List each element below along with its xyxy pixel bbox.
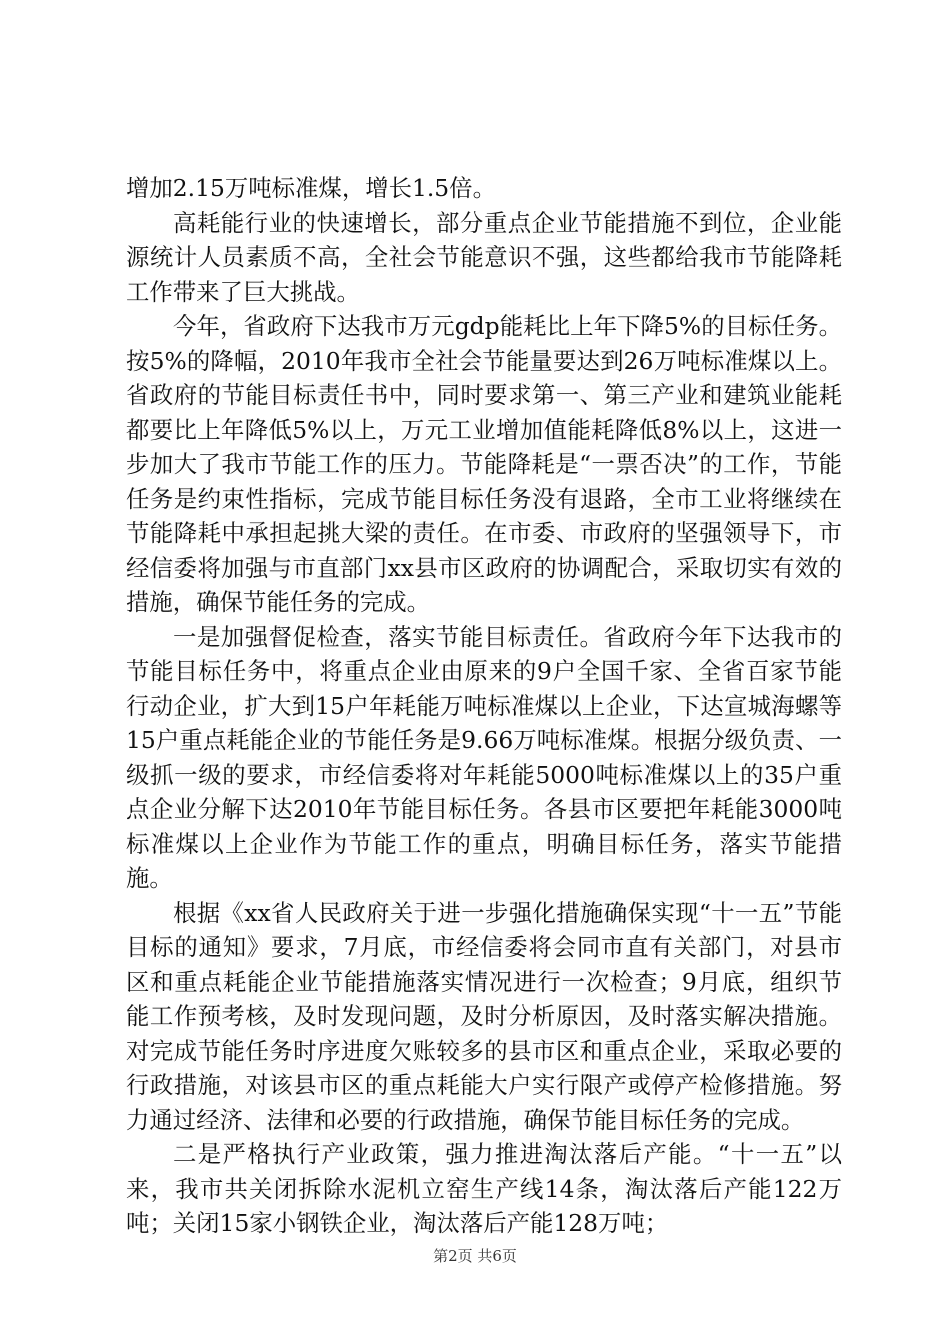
paragraph-6: 二是严格执行产业政策，强力推进淘汰落后产能。“十一五”以来，我市共关闭拆除水泥机立窑生产线14条，淘汰落后产能122万吨；关闭15家小钢铁企业，淘汰落后产能128万吨； — [126, 1140, 842, 1237]
paragraph-5: 根据《xx省人民政府关于进一步强化措施确保实现“十一五”节能目标的通知》要求，7月底，市经信委将会同市直有关部门，对县市区和重点耗能企业节能措施落实情况进行一次检查；9月底，组织节能工作预考核，及时发现问题，及时分析原因，及时落实解决措施。对完成节能任务时序进度欠账较多的县市区和重点企业，采取必要的行政措施，对该县市区的重点耗能大户实行限产或停产检修措施。努力通过经济、法律和必要的行政措施，确保节能目标任务的完成。 — [126, 898, 842, 1134]
paragraph-4: 一是加强督促检查，落实节能目标责任。省政府今年下达我市的节能目标任务中，将重点企业由原来的9户全国千家、全省百家节能行动企业，扩大到15户年耗能万吨标准煤以上企业，下达宣城海螺等15户重点耗能企业的节能任务是9.66万吨标准煤。根据分级负责、一级抓一级的要求，市经信委将对年耗能5000吨标准煤以上的35户重点企业分解下达2010年节能目标任务。各县市区要把年耗能3000吨标准煤以上企业作为节能工作的重点，明确目标任务，落实节能措施。 — [126, 622, 842, 892]
paragraph-2: 高耗能行业的快速增长，部分重点企业节能措施不到位，企业能源统计人员素质不高，全社会节能意识不强，这些都给我市节能降耗工作带来了巨大挑战。 — [126, 208, 842, 306]
page-number-footer: 第2页 共6页 — [433, 1247, 517, 1265]
body-text — [126, 171, 842, 1241]
paragraph-1: 增加2.15万吨标准煤，增长1.5倍。 — [126, 174, 496, 202]
paragraph-3: 今年，省政府下达我市万元gdp能耗比上年下降5%的目标任务。按5%的降幅，2010年我市全社会节能量要达到26万吨标准煤以上。省政府的节能目标责任书中，同时要求第一、第三产业和建筑业能耗都要比上年降低5%以上，万元工业增加值能耗降低8%以上，这进一步加大了我市节能工作的压力。节能降耗是“一票否决”的工作，节能任务是约束性指标，完成节能目标任务没有退路，全市工业将继续在节能降耗中承担起挑大梁的责任。在市委、市政府的坚强领导下，市经信委将加强与市直部门xx县市区政府的协调配合，采取切实有效的措施，确保节能任务的完成。 — [126, 312, 842, 616]
